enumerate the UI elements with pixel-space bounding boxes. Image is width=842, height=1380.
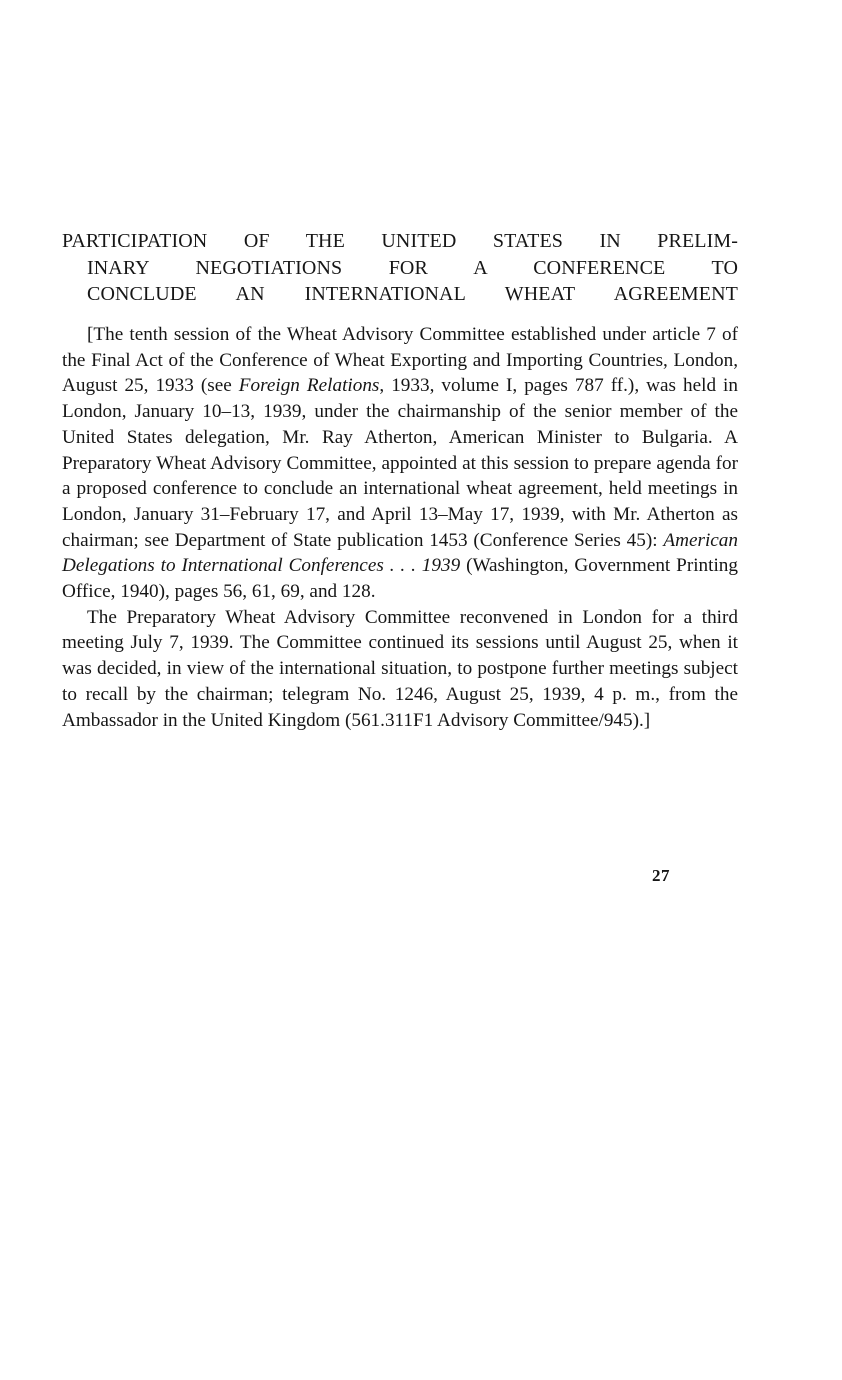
paragraph-1-text-a: [The tenth session of the Wheat Advisory Committee established under article 7 of the Final Act of the Conference of Wheat Exporting and Importing Countries, London, August 25, 1933 (see <box>62 324 738 397</box>
paragraph-1-italic-title-a: Foreign Relations <box>238 375 380 397</box>
editorial-note <box>62 322 738 733</box>
heading-line-2: INARY NEGOTIATIONS FOR A CONFERENCE TO <box>87 256 738 279</box>
paragraph-1-italic-title-b: American Delegations to International Conferences . . . 1939 <box>62 529 738 577</box>
page-number: 27 <box>652 866 670 885</box>
heading-line-1: PARTICIPATION OF THE UNITED STATES IN PRELIM- <box>62 230 738 252</box>
paragraph-1-text-b: , 1933, volume I, pages 787 ff.), was held in London, January 10–13, 1939, under the chairmanship of the senior member of the United States delegation, Mr. Ray Atherton, American Minister to Bulgaria. A Preparatory Wheat Advisory Committee, appointed at this session to prepare agenda for a proposed conference to conclude an international wheat agreement, held meetings in London, January 31–February 17, and April 13–May 17, 1939, with Mr. Atherton as chairman; see Department of State publication 1453 (Conference Series 45): <box>62 375 738 551</box>
paragraph-2: The Preparatory Wheat Advisory Committee reconvened in London for a third meeting July 7, 1939. The Committee continued its sessions until August 25, when it was decided, in view of the international situation, to postpone further meetings subject to recall by the chairman; telegram No. 1246, August 25, 1939, 4 p. m., from the Ambassador in the United Kingdom (561.311F1 Advisory Committee/945).] <box>62 606 738 731</box>
paragraph-1-text-c: (Washington, Government Printing Office, 1940), pages 56, 61, 69, and 128. <box>62 555 738 603</box>
section-heading <box>62 228 738 308</box>
paragraph-1 <box>62 322 738 605</box>
heading-line-3: CONCLUDE AN INTERNATIONAL WHEAT AGREEMENT <box>87 283 738 305</box>
